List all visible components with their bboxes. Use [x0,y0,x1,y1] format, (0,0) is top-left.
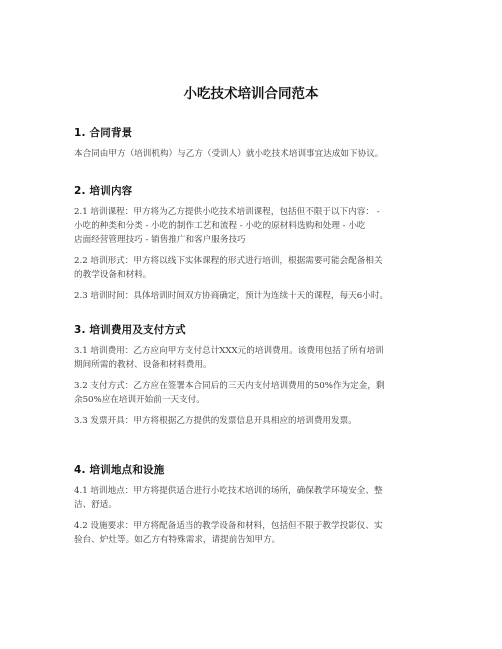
section-heading: 3. 培训费用及支付方式 [74,324,186,336]
section-background [74,125,434,168]
text-line: 2.2 培训形式：甲方将以线下实体课程的形式进行培训，根据需要可能会配备相关 [74,256,383,266]
text-line: 3.1 培训费用：乙方应向甲方支付总计XXX元的培训费用。该费用包括了所有培训 [74,346,384,356]
text-line: 期间所需的教材、设备和材料费用。 [74,360,212,370]
paragraph [74,344,434,372]
text-line: 小吃的种类和分类 - 小吃的制作工艺和流程 - 小吃的原材料选购和处理 - 小吃 [74,221,366,231]
paragraph [74,484,434,512]
section-training-content [74,183,434,310]
text-line: 3.3 发票开具：甲方将根据乙方提供的发票信息开具相应的培训费用发票。 [74,416,357,426]
paragraph [74,519,434,547]
section-heading: 2. 培训内容 [74,185,133,197]
text-line: 洁、舒适。 [74,500,117,510]
text-line: 本合同由甲方（培训机构）与乙方（受训人）就小吃技术培训事宜达成如下协议。 [74,149,384,159]
text-line: 4.2 设施要求：甲方将配备适当的教学设备和材料，包括但不限于教学投影仪、实 [74,521,383,531]
text-line: 2.3 培训时间：具体培训时间双方协商确定，预计为连续十天的课程，每天6小时。 [74,291,389,301]
text-line: 4.1 培训地点：甲方将提供适合进行小吃技术培训的场所，确保教学环境安全、整 [74,486,383,496]
text-line: 3.2 支付方式：乙方应在签署本合同后的三天内支付培训费用的50%作为定金，剩 [74,381,385,391]
document-title: 小吃技术培训合同范本 [183,86,319,102]
paragraph [74,147,434,161]
paragraph [74,414,434,428]
paragraph [74,254,434,282]
paragraph [74,205,434,247]
text-line: 店面经营管理技巧 - 销售推广和客户服务技巧 [74,235,246,245]
text-line: 2.1 培训课程：甲方将为乙方提供小吃技术培训课程，包括但不限于以下内容： - [74,207,380,217]
section-fees-payment [74,322,434,435]
section-location-facilities [74,462,434,554]
paragraph [74,379,434,407]
paragraph [74,289,434,303]
text-line: 验台、炉灶等。如乙方有特殊需求，请提前告知甲方。 [74,535,281,545]
section-heading: 4. 培训地点和设施 [74,464,165,476]
section-heading: 1. 合同背景 [74,127,133,139]
text-line: 的教学设备和材料。 [74,270,152,280]
text-line: 余50%应在培训开始前一天支付。 [74,395,205,405]
